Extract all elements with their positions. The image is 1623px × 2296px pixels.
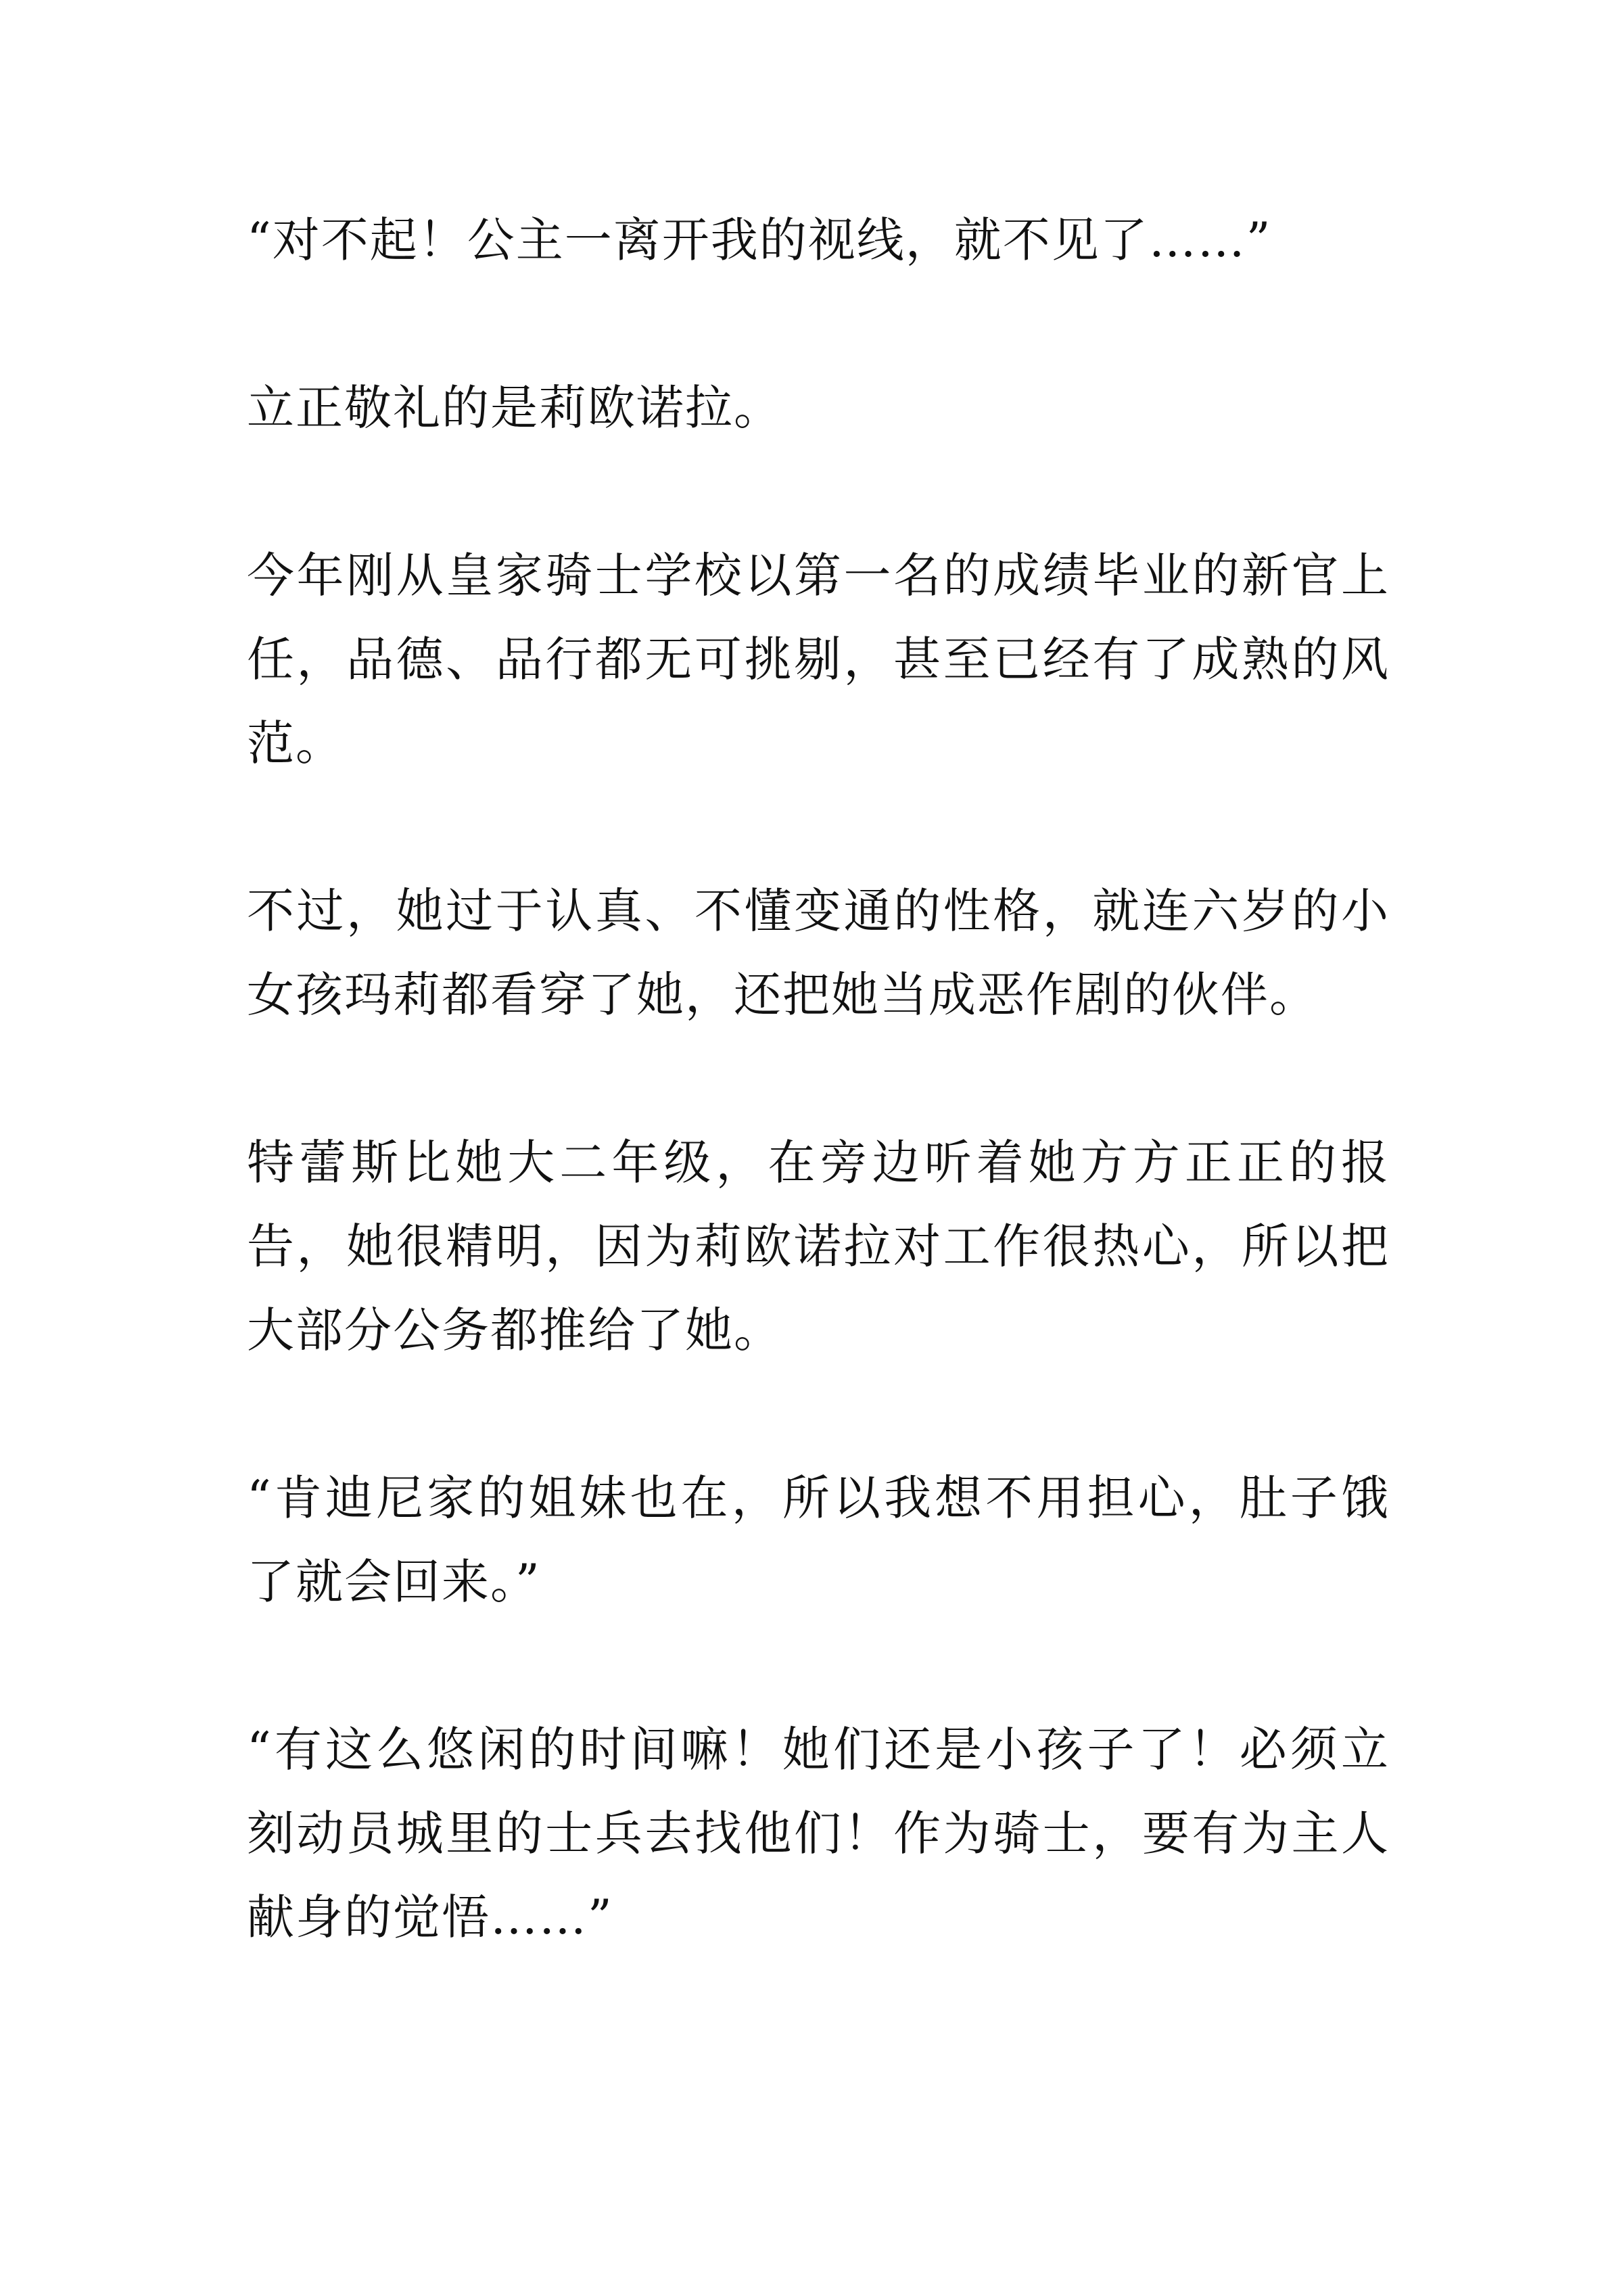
paragraph-1: “对不起！公主一离开我的视线，就不见了……” [247, 212, 1272, 268]
paragraph-5: 特蕾斯比她大二年级，在旁边听着她方方正正的报告，她很精明，因为莉欧诺拉对工作很热心，所以把大部分公务都推给了她。 [247, 1135, 1390, 1358]
paragraph-4: 不过，她过于认真、不懂变通的性格，就连六岁的小女孩玛莉都看穿了她，还把她当成恶作剧的伙伴。 [247, 883, 1390, 1023]
body-text [247, 198, 1390, 2043]
paragraph-2: 立正敬礼的是莉欧诺拉。 [247, 380, 782, 436]
paragraph-3: 今年刚从皇家骑士学校以第一名的成绩毕业的新官上任，品德、品行都无可挑剔，甚至已经有了成熟的风范。 [247, 548, 1390, 771]
paragraph-6: “肯迪尼家的姐妹也在，所以我想不用担心，肚子饿了就会回来。” [247, 1470, 1390, 1610]
paragraph-7: “有这么悠闲的时间嘛！她们还是小孩子了！必须立刻动员城里的士兵去找他们！作为骑士，要有为主人献身的觉悟……” [247, 1722, 1390, 1945]
